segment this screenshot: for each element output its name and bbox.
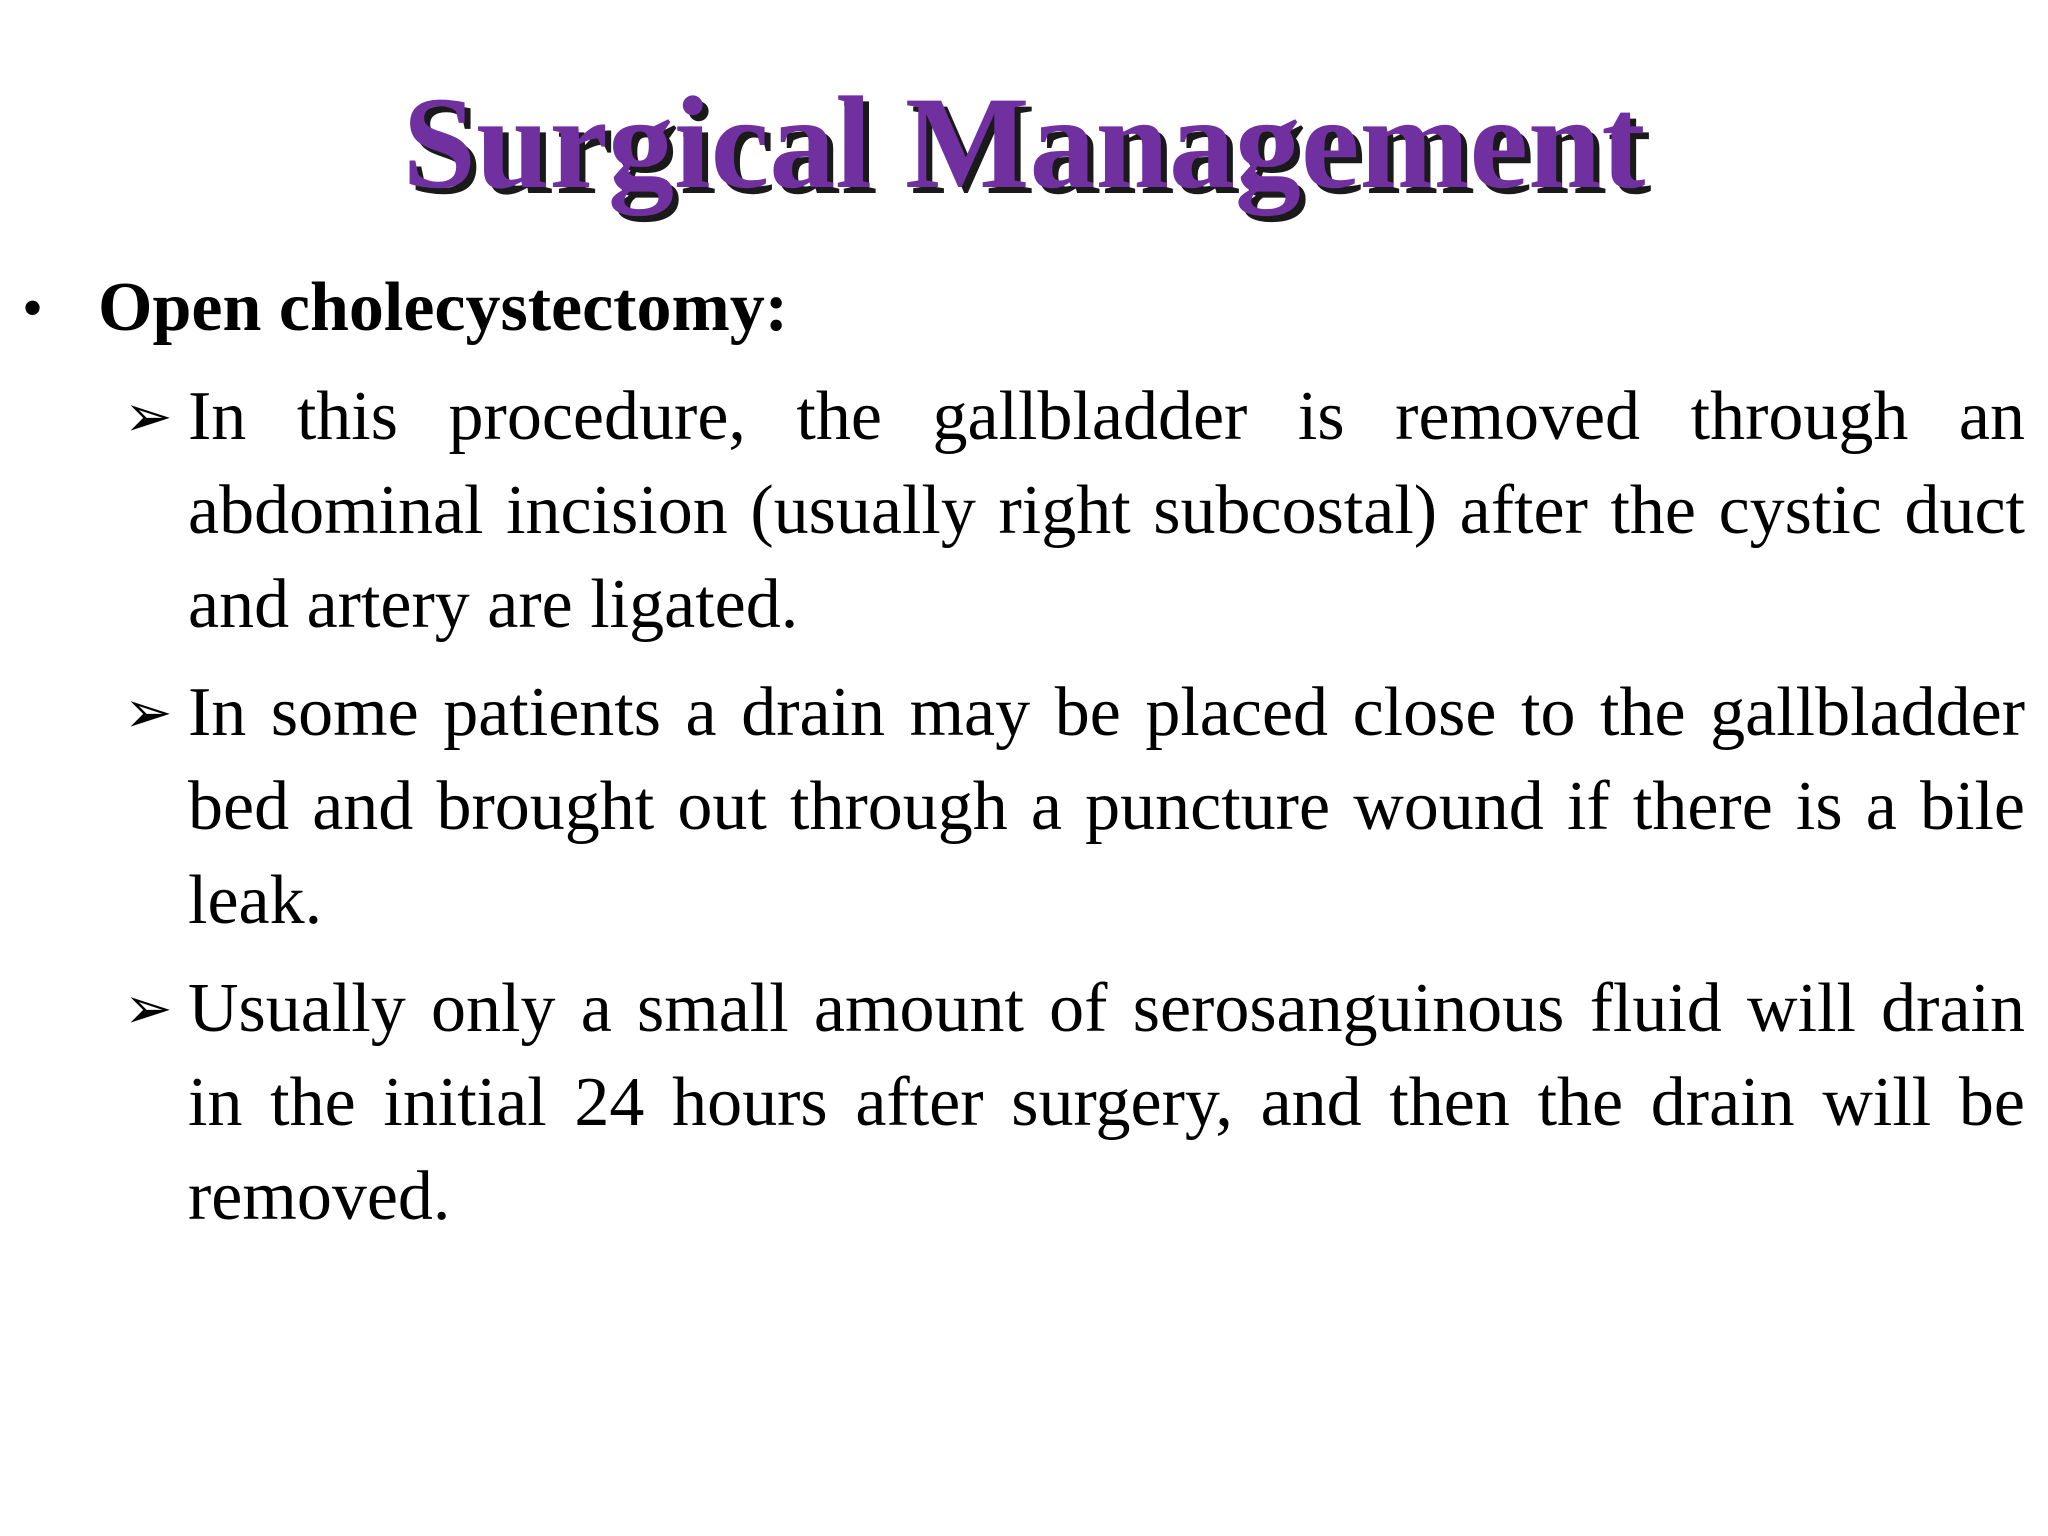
bullet-dot-icon: •: [22, 275, 44, 341]
slide-title: Surgical Management: [402, 69, 1646, 216]
sub-bullet-text: Usually only a small amount of serosanguinous fluid will drain in the initial 24 hours after surgery, and then the drain will be removed.: [188, 970, 2025, 1235]
sub-bullet-drain: [124, 666, 2025, 948]
sub-bullet-fluid: [124, 962, 2025, 1244]
sub-bullet-procedure: [124, 370, 2025, 652]
arrow-bullet-icon: ➢: [124, 680, 173, 745]
sub-bullet-text: In this procedure, the gallbladder is removed through an abdominal incision (usually right subcostal) after the cystic duct and artery are ligated.: [188, 378, 2025, 643]
sub-bullet-text: In some patients a drain may be placed close to the gallbladder bed and brought out through a puncture wound if there is a bile leak.: [188, 674, 2025, 939]
arrow-bullet-icon: ➢: [124, 976, 173, 1041]
arrow-bullet-icon: ➢: [124, 384, 173, 449]
bullet-heading: Open cholecystectomy:: [98, 269, 789, 346]
